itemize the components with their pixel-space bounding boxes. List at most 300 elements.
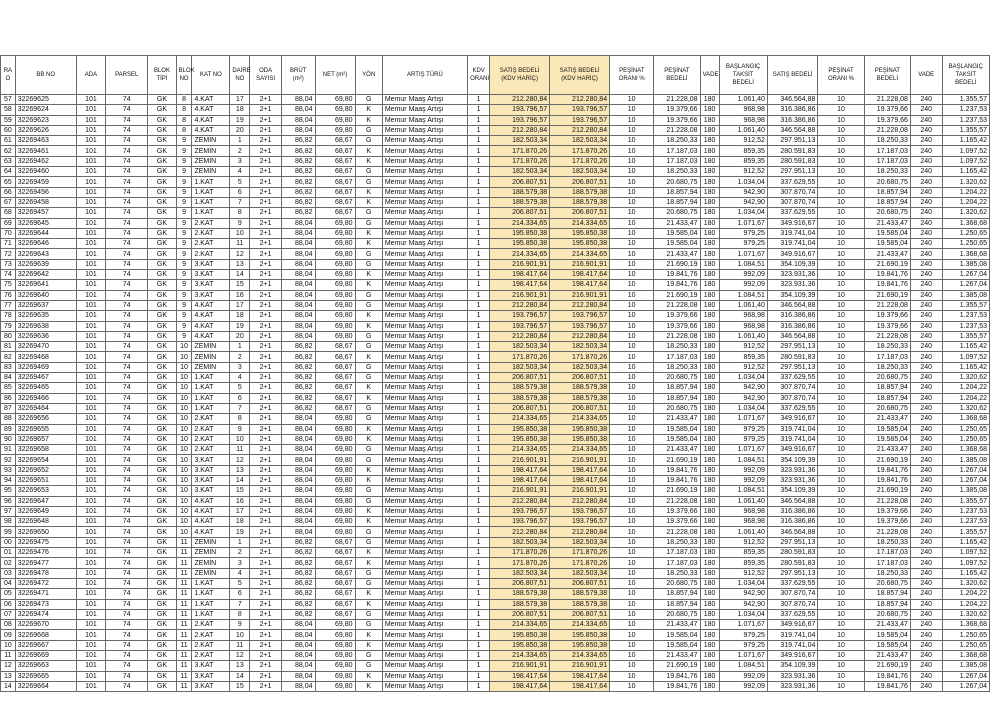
cell-pesinat_orani: 10 <box>610 239 654 249</box>
cell-artis: Memur Maaş Artışı <box>382 496 467 506</box>
cell-pesinat: 20.680,75 <box>654 403 700 413</box>
cell-ada: 101 <box>76 115 105 125</box>
cell-sira: 96 <box>1 496 16 506</box>
cell-vade: 180 <box>700 280 719 290</box>
cell-taksit2: 1.237,53 <box>942 311 989 321</box>
cell-pesinat: 21.228,08 <box>654 300 700 310</box>
cell-satis2: 212.280,84 <box>550 300 610 310</box>
cell-sira: 98 <box>1 517 16 527</box>
cell-brut: 88,04 <box>281 125 315 135</box>
cell-vade2: 240 <box>910 599 942 609</box>
cell-kat_no: 2.KAT <box>192 434 230 444</box>
cell-pesinat: 19.585,04 <box>654 640 700 650</box>
cell-ada: 101 <box>76 651 105 661</box>
cell-pesinat_orani2: 10 <box>818 115 864 125</box>
cell-yon: G <box>355 125 382 135</box>
cell-taksit2: 1.250,65 <box>942 424 989 434</box>
cell-pesinat: 21.690,19 <box>654 455 700 465</box>
cell-taksit2: 1.385,08 <box>942 455 989 465</box>
cell-satis3: 280.591,83 <box>767 558 818 568</box>
cell-vade2: 240 <box>910 105 942 115</box>
cell-ada: 101 <box>76 681 105 691</box>
cell-kdv: 1 <box>468 218 490 228</box>
cell-satis1: 212.280,84 <box>490 496 550 506</box>
cell-satis1: 182.503,34 <box>490 537 550 547</box>
cell-kdv: 1 <box>468 156 490 166</box>
cell-pesinat2: 19.379,66 <box>864 311 910 321</box>
column-header-kat_no: KAT NO <box>192 56 230 95</box>
cell-net: 69,80 <box>315 640 355 650</box>
cell-pesinat: 21.228,08 <box>654 125 700 135</box>
cell-pesinat2: 21.228,08 <box>864 95 910 105</box>
cell-pesinat_orani2: 10 <box>818 331 864 341</box>
cell-yon: K <box>355 228 382 238</box>
cell-blok_no: 9 <box>176 239 192 249</box>
cell-kat_no: 1.KAT <box>192 177 230 187</box>
cell-pesinat: 18.250,33 <box>654 362 700 372</box>
cell-yon: G <box>355 403 382 413</box>
cell-satis1: 182.503,34 <box>490 362 550 372</box>
cell-bb: 32269650 <box>15 527 76 537</box>
cell-pesinat_orani2: 10 <box>818 383 864 393</box>
cell-kdv: 1 <box>468 393 490 403</box>
cell-artis: Memur Maaş Artışı <box>382 414 467 424</box>
cell-sira: 72 <box>1 249 16 259</box>
cell-satis2: 216.901,91 <box>550 455 610 465</box>
cell-brut: 88,04 <box>281 671 315 681</box>
cell-satis3: 280.591,83 <box>767 352 818 362</box>
cell-blok_tipi: GK <box>148 187 176 197</box>
cell-daire_no: 15 <box>230 681 250 691</box>
cell-net: 68,67 <box>315 393 355 403</box>
cell-oda: 2+1 <box>250 383 282 393</box>
cell-pesinat_orani: 10 <box>610 136 654 146</box>
cell-vade: 180 <box>700 434 719 444</box>
cell-pesinat_orani2: 10 <box>818 146 864 156</box>
cell-parsel: 74 <box>106 506 148 516</box>
cell-oda: 2+1 <box>250 218 282 228</box>
cell-kdv: 1 <box>468 383 490 393</box>
cell-sira: 09 <box>1 630 16 640</box>
cell-blok_tipi: GK <box>148 681 176 691</box>
cell-kat_no: ZEMİN <box>192 537 230 547</box>
cell-artis: Memur Maaş Artışı <box>382 465 467 475</box>
cell-vade2: 240 <box>910 517 942 527</box>
cell-kat_no: ZEMİN <box>192 167 230 177</box>
cell-parsel: 74 <box>106 249 148 259</box>
cell-satis1: 214.334,65 <box>490 249 550 259</box>
cell-taksit2: 1.355,57 <box>942 125 989 135</box>
cell-brut: 88,04 <box>281 228 315 238</box>
table-row <box>1 620 990 630</box>
cell-vade2: 240 <box>910 671 942 681</box>
cell-yon: G <box>355 362 382 372</box>
cell-taksit: 859,35 <box>719 352 767 362</box>
cell-pesinat_orani2: 10 <box>818 105 864 115</box>
cell-sira: 04 <box>1 578 16 588</box>
cell-ada: 101 <box>76 599 105 609</box>
cell-kdv: 1 <box>468 136 490 146</box>
cell-taksit: 1.084,51 <box>719 259 767 269</box>
cell-pesinat_orani2: 10 <box>818 403 864 413</box>
cell-artis: Memur Maaş Artışı <box>382 136 467 146</box>
cell-parsel: 74 <box>106 115 148 125</box>
cell-brut: 88,04 <box>281 290 315 300</box>
cell-sira: 13 <box>1 671 16 681</box>
cell-satis2: 198.417,64 <box>550 681 610 691</box>
cell-yon: G <box>355 300 382 310</box>
cell-pesinat_orani: 10 <box>610 403 654 413</box>
cell-pesinat_orani: 10 <box>610 445 654 455</box>
cell-blok_no: 9 <box>176 280 192 290</box>
cell-ada: 101 <box>76 424 105 434</box>
cell-satis1: 212.280,84 <box>490 527 550 537</box>
cell-taksit2: 1.355,57 <box>942 300 989 310</box>
cell-brut: 88,04 <box>281 249 315 259</box>
cell-yon: G <box>355 496 382 506</box>
cell-bb: 32269461 <box>15 146 76 156</box>
table-row <box>1 167 990 177</box>
cell-blok_no: 10 <box>176 362 192 372</box>
cell-taksit2: 1.250,65 <box>942 630 989 640</box>
cell-brut: 88,04 <box>281 321 315 331</box>
cell-yon: K <box>355 506 382 516</box>
cell-satis3: 323.931,36 <box>767 681 818 691</box>
cell-parsel: 74 <box>106 651 148 661</box>
cell-bb: 32269463 <box>15 136 76 146</box>
cell-parsel: 74 <box>106 568 148 578</box>
cell-vade: 180 <box>700 445 719 455</box>
cell-net: 68,67 <box>315 373 355 383</box>
cell-kat_no: 4.KAT <box>192 506 230 516</box>
cell-pesinat_orani: 10 <box>610 259 654 269</box>
cell-brut: 88,04 <box>281 640 315 650</box>
cell-kdv: 1 <box>468 362 490 372</box>
table-row <box>1 373 990 383</box>
cell-artis: Memur Maaş Artışı <box>382 630 467 640</box>
cell-artis: Memur Maaş Artışı <box>382 352 467 362</box>
cell-pesinat2: 20.680,75 <box>864 177 910 187</box>
cell-taksit2: 1.267,04 <box>942 681 989 691</box>
cell-pesinat_orani2: 10 <box>818 290 864 300</box>
cell-pesinat2: 18.250,33 <box>864 167 910 177</box>
cell-vade: 180 <box>700 115 719 125</box>
cell-parsel: 74 <box>106 342 148 352</box>
cell-taksit: 859,35 <box>719 146 767 156</box>
cell-blok_tipi: GK <box>148 465 176 475</box>
cell-vade2: 240 <box>910 95 942 105</box>
cell-bb: 32269656 <box>15 414 76 424</box>
cell-sira: 68 <box>1 208 16 218</box>
cell-kdv: 1 <box>468 373 490 383</box>
cell-taksit: 979,25 <box>719 424 767 434</box>
cell-pesinat_orani: 10 <box>610 290 654 300</box>
cell-taksit: 912,52 <box>719 167 767 177</box>
cell-taksit: 1.061,40 <box>719 496 767 506</box>
cell-satis1: 198.417,64 <box>490 280 550 290</box>
cell-bb: 32269657 <box>15 434 76 444</box>
cell-kdv: 1 <box>468 651 490 661</box>
cell-kdv: 1 <box>468 506 490 516</box>
cell-parsel: 74 <box>106 393 148 403</box>
cell-pesinat: 20.680,75 <box>654 578 700 588</box>
cell-oda: 2+1 <box>250 249 282 259</box>
cell-oda: 2+1 <box>250 259 282 269</box>
cell-pesinat_orani2: 10 <box>818 475 864 485</box>
cell-taksit: 979,25 <box>719 228 767 238</box>
cell-pesinat: 21.433,47 <box>654 445 700 455</box>
cell-pesinat_orani: 10 <box>610 125 654 135</box>
cell-parsel: 74 <box>106 527 148 537</box>
cell-blok_no: 9 <box>176 228 192 238</box>
cell-satis2: 206.807,51 <box>550 373 610 383</box>
cell-pesinat2: 18.250,33 <box>864 136 910 146</box>
cell-taksit2: 1.097,52 <box>942 146 989 156</box>
cell-blok_tipi: GK <box>148 506 176 516</box>
column-header-ada: ADA <box>76 56 105 95</box>
cell-taksit: 992,09 <box>719 270 767 280</box>
cell-kdv: 1 <box>468 599 490 609</box>
cell-blok_no: 8 <box>176 115 192 125</box>
cell-net: 69,80 <box>315 496 355 506</box>
cell-satis3: 297.951,13 <box>767 568 818 578</box>
cell-bb: 32269645 <box>15 218 76 228</box>
cell-kdv: 1 <box>468 197 490 207</box>
cell-oda: 2+1 <box>250 208 282 218</box>
cell-yon: G <box>355 661 382 671</box>
cell-daire_no: 18 <box>230 105 250 115</box>
cell-bb: 32269469 <box>15 362 76 372</box>
column-header-vade2: VADE <box>910 56 942 95</box>
cell-artis: Memur Maaş Artışı <box>382 300 467 310</box>
cell-vade: 180 <box>700 125 719 135</box>
cell-pesinat: 18.857,94 <box>654 383 700 393</box>
cell-pesinat: 19.585,04 <box>654 434 700 444</box>
cell-pesinat_orani: 10 <box>610 558 654 568</box>
cell-pesinat2: 21.433,47 <box>864 620 910 630</box>
table-row <box>1 414 990 424</box>
cell-pesinat: 21.690,19 <box>654 290 700 300</box>
cell-pesinat2: 21.690,19 <box>864 259 910 269</box>
cell-pesinat_orani: 10 <box>610 486 654 496</box>
column-header-kdv: KDV ORANI <box>468 56 490 95</box>
cell-bb: 32269641 <box>15 280 76 290</box>
cell-artis: Memur Maaş Artışı <box>382 156 467 166</box>
cell-daire_no: 12 <box>230 455 250 465</box>
cell-sira: 67 <box>1 197 16 207</box>
cell-kat_no: 2.KAT <box>192 218 230 228</box>
cell-oda: 2+1 <box>250 537 282 547</box>
cell-pesinat2: 18.857,94 <box>864 383 910 393</box>
cell-kdv: 1 <box>468 445 490 455</box>
cell-taksit2: 1.204,22 <box>942 393 989 403</box>
cell-parsel: 74 <box>106 362 148 372</box>
cell-satis2: 195.850,38 <box>550 424 610 434</box>
cell-pesinat_orani: 10 <box>610 465 654 475</box>
cell-taksit2: 1.204,22 <box>942 187 989 197</box>
cell-taksit2: 1.368,68 <box>942 414 989 424</box>
cell-daire_no: 5 <box>230 177 250 187</box>
cell-blok_no: 9 <box>176 300 192 310</box>
cell-bb: 32269653 <box>15 486 76 496</box>
cell-pesinat: 19.841,76 <box>654 270 700 280</box>
table-row <box>1 445 990 455</box>
cell-satis3: 316.386,86 <box>767 506 818 516</box>
table-row <box>1 599 990 609</box>
cell-net: 68,67 <box>315 537 355 547</box>
cell-vade: 180 <box>700 167 719 177</box>
cell-artis: Memur Maaş Artışı <box>382 249 467 259</box>
cell-kat_no: 4.KAT <box>192 95 230 105</box>
cell-blok_tipi: GK <box>148 537 176 547</box>
cell-parsel: 74 <box>106 105 148 115</box>
cell-artis: Memur Maaş Artışı <box>382 280 467 290</box>
cell-satis2: 212.280,84 <box>550 527 610 537</box>
cell-parsel: 74 <box>106 424 148 434</box>
cell-pesinat2: 21.690,19 <box>864 455 910 465</box>
cell-brut: 88,04 <box>281 486 315 496</box>
cell-blok_no: 9 <box>176 290 192 300</box>
cell-blok_tipi: GK <box>148 167 176 177</box>
cell-satis3: 323.931,36 <box>767 475 818 485</box>
cell-yon: K <box>355 434 382 444</box>
cell-yon: K <box>355 589 382 599</box>
cell-vade2: 240 <box>910 537 942 547</box>
cell-net: 68,67 <box>315 609 355 619</box>
cell-oda: 2+1 <box>250 187 282 197</box>
cell-pesinat: 19.379,66 <box>654 115 700 125</box>
cell-bb: 32269664 <box>15 681 76 691</box>
cell-satis3: 346.564,88 <box>767 95 818 105</box>
cell-satis2: 195.850,38 <box>550 640 610 650</box>
cell-brut: 86,82 <box>281 558 315 568</box>
cell-blok_tipi: GK <box>148 208 176 218</box>
cell-brut: 86,82 <box>281 187 315 197</box>
cell-satis1: 212.280,84 <box>490 125 550 135</box>
cell-pesinat: 19.841,76 <box>654 475 700 485</box>
table-row <box>1 661 990 671</box>
cell-yon: K <box>355 115 382 125</box>
cell-net: 68,67 <box>315 548 355 558</box>
cell-blok_tipi: GK <box>148 177 176 187</box>
cell-parsel: 74 <box>106 187 148 197</box>
cell-daire_no: 8 <box>230 414 250 424</box>
cell-pesinat_orani: 10 <box>610 342 654 352</box>
cell-net: 69,80 <box>315 527 355 537</box>
cell-oda: 2+1 <box>250 434 282 444</box>
cell-brut: 86,82 <box>281 537 315 547</box>
cell-blok_tipi: GK <box>148 105 176 115</box>
cell-bb: 32269651 <box>15 475 76 485</box>
table-row <box>1 331 990 341</box>
cell-brut: 88,04 <box>281 661 315 671</box>
cell-satis3: 337.629,55 <box>767 578 818 588</box>
table-row <box>1 228 990 238</box>
cell-pesinat: 18.857,94 <box>654 589 700 599</box>
cell-sira: 01 <box>1 548 16 558</box>
cell-pesinat: 17.187,03 <box>654 352 700 362</box>
cell-vade2: 240 <box>910 568 942 578</box>
cell-kdv: 1 <box>468 228 490 238</box>
cell-pesinat_orani: 10 <box>610 496 654 506</box>
cell-vade2: 240 <box>910 239 942 249</box>
cell-blok_tipi: GK <box>148 496 176 506</box>
cell-sira: 78 <box>1 311 16 321</box>
cell-daire_no: 20 <box>230 125 250 135</box>
cell-kat_no: 1.KAT <box>192 403 230 413</box>
cell-artis: Memur Maaş Artışı <box>382 589 467 599</box>
cell-satis1: 214.334,65 <box>490 620 550 630</box>
cell-satis2: 214.334,65 <box>550 445 610 455</box>
cell-taksit: 968,98 <box>719 321 767 331</box>
cell-taksit: 968,98 <box>719 105 767 115</box>
cell-vade2: 240 <box>910 136 942 146</box>
cell-vade: 180 <box>700 331 719 341</box>
cell-net: 69,80 <box>315 424 355 434</box>
cell-net: 69,80 <box>315 475 355 485</box>
cell-vade2: 240 <box>910 125 942 135</box>
cell-net: 69,80 <box>315 445 355 455</box>
cell-kat_no: 3.KAT <box>192 290 230 300</box>
cell-satis2: 198.417,64 <box>550 280 610 290</box>
cell-kdv: 1 <box>468 115 490 125</box>
cell-taksit2: 1.165,42 <box>942 568 989 578</box>
cell-bb: 32269665 <box>15 671 76 681</box>
cell-vade2: 240 <box>910 300 942 310</box>
cell-taksit: 942,90 <box>719 589 767 599</box>
cell-blok_no: 11 <box>176 630 192 640</box>
cell-kat_no: 3.KAT <box>192 486 230 496</box>
cell-pesinat_orani2: 10 <box>818 321 864 331</box>
cell-pesinat_orani2: 10 <box>818 506 864 516</box>
cell-daire_no: 6 <box>230 589 250 599</box>
cell-artis: Memur Maaş Artışı <box>382 115 467 125</box>
cell-blok_no: 10 <box>176 506 192 516</box>
cell-taksit2: 1.320,62 <box>942 177 989 187</box>
cell-sira: 71 <box>1 239 16 249</box>
cell-pesinat_orani: 10 <box>610 187 654 197</box>
cell-satis2: 198.417,64 <box>550 465 610 475</box>
cell-satis1: 206.807,51 <box>490 403 550 413</box>
cell-brut: 88,04 <box>281 311 315 321</box>
cell-pesinat_orani: 10 <box>610 156 654 166</box>
cell-ada: 101 <box>76 239 105 249</box>
cell-yon: K <box>355 548 382 558</box>
cell-artis: Memur Maaş Artışı <box>382 239 467 249</box>
cell-pesinat_orani: 10 <box>610 311 654 321</box>
cell-pesinat2: 18.857,94 <box>864 187 910 197</box>
cell-sira: 89 <box>1 424 16 434</box>
cell-vade2: 240 <box>910 177 942 187</box>
cell-taksit: 1.034,04 <box>719 208 767 218</box>
cell-ada: 101 <box>76 300 105 310</box>
cell-blok_no: 11 <box>176 568 192 578</box>
cell-artis: Memur Maaş Artışı <box>382 537 467 547</box>
table-row <box>1 187 990 197</box>
cell-pesinat2: 21.433,47 <box>864 651 910 661</box>
cell-satis2: 195.850,38 <box>550 630 610 640</box>
cell-satis2: 214.334,65 <box>550 249 610 259</box>
cell-vade: 180 <box>700 311 719 321</box>
table-row <box>1 342 990 352</box>
cell-yon: G <box>355 342 382 352</box>
cell-vade2: 240 <box>910 558 942 568</box>
cell-pesinat_orani: 10 <box>610 321 654 331</box>
cell-kdv: 1 <box>468 259 490 269</box>
cell-kat_no: 3.KAT <box>192 465 230 475</box>
cell-parsel: 74 <box>106 475 148 485</box>
cell-satis1: 212.280,84 <box>490 331 550 341</box>
